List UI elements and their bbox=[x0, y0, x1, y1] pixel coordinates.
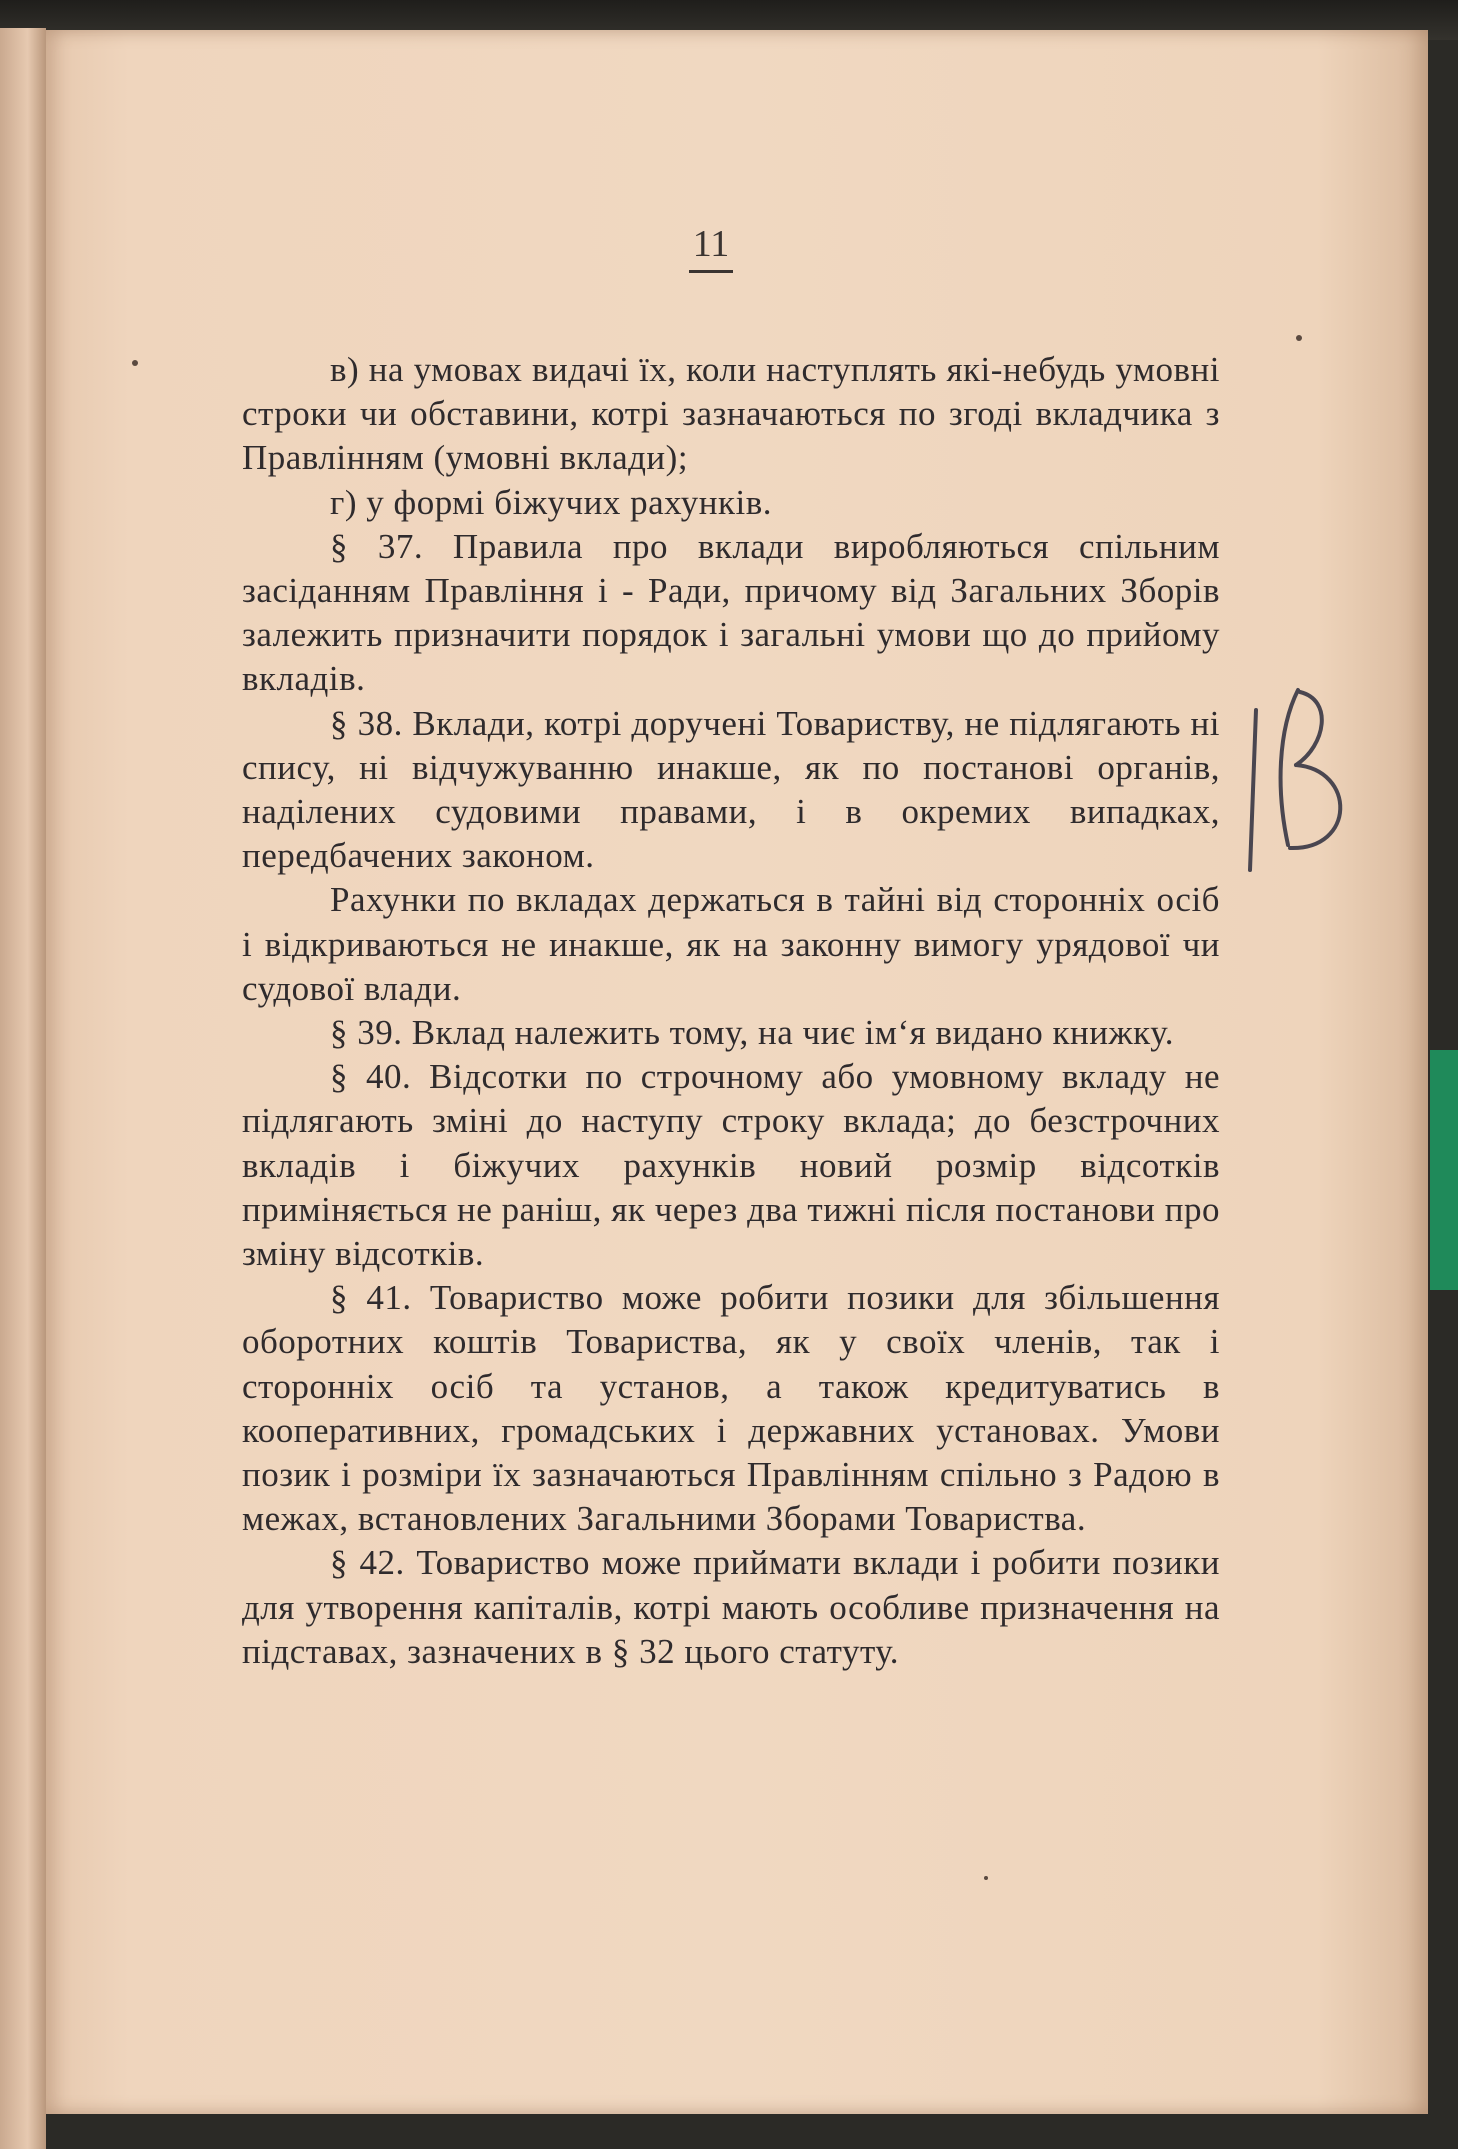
book-page bbox=[46, 30, 1428, 2114]
page-number-container bbox=[636, 222, 786, 273]
paragraph: § 41. Товариство може робити позики для збільшення оборотних коштів Товариства, як у своїх членів, так і сторонніх осіб та установ, а також кредитуватись в кооперативних, громадських і державних установах. Умови позик і розміри їх зазначаються Правлінням спільно з Радою в межах, встановлених Загальними Зборами Товариства. bbox=[242, 1278, 1220, 1539]
paragraph: § 40. Відсотки по строчному або умовному вкладу не підлягають зміні до наступу строку вклада; до безстрочних вкладів і біжучих рахунків новий розмір відсотків приміняється не раніш, як через два тижні після постанови про зміну відсотків. bbox=[242, 1057, 1220, 1274]
paragraph: § 42. Товариство може приймати вклади і робити позики для утворення капіталів, котрі мають особливе призначення на підставах, зазначених в § 32 цього статуту. bbox=[242, 1543, 1220, 1671]
paper-speck bbox=[1296, 335, 1302, 341]
paragraph: § 39. Вклад належить тому, на чиє ім‘я видано книжку. bbox=[330, 1013, 1174, 1053]
page-number: 11 bbox=[689, 222, 734, 273]
handwritten-pencil-mark-icon bbox=[1238, 670, 1368, 890]
paragraph: § 38. Вклади, котрі доручені Товариству, не підлягають ні спису, ні відчужуванню инакше, як по постанові органів, наділених судовими правами, і в окремих випадках, передбачених законом. bbox=[242, 703, 1220, 876]
body-text bbox=[242, 348, 1220, 1674]
scan-background-green-strip bbox=[1430, 1050, 1458, 1290]
paragraph: г) у формі біжучих рахунків. bbox=[330, 482, 773, 522]
paragraph: в) на умовах видачі їх, коли наступлять які-небудь умовні строки чи обставини, котрі зазначаються по згоді вкладчика з Правлінням (умовні вклади); bbox=[242, 350, 1220, 478]
paper-speck bbox=[132, 360, 138, 366]
adjacent-page-edge bbox=[0, 28, 46, 2149]
paragraph: § 37. Правила про вклади виробляються спільним засіданням Правління і - Ради, причому від Загальних Зборів залежить призначити порядок і загальні умови що до прийому вкладів. bbox=[242, 526, 1220, 699]
paragraph: Рахунки по вкладах держаться в тайні від сторонніх осіб і відкриваються не инакше, як на законну вимогу урядової чи судової влади. bbox=[242, 880, 1220, 1008]
paper-speck bbox=[984, 1876, 988, 1880]
